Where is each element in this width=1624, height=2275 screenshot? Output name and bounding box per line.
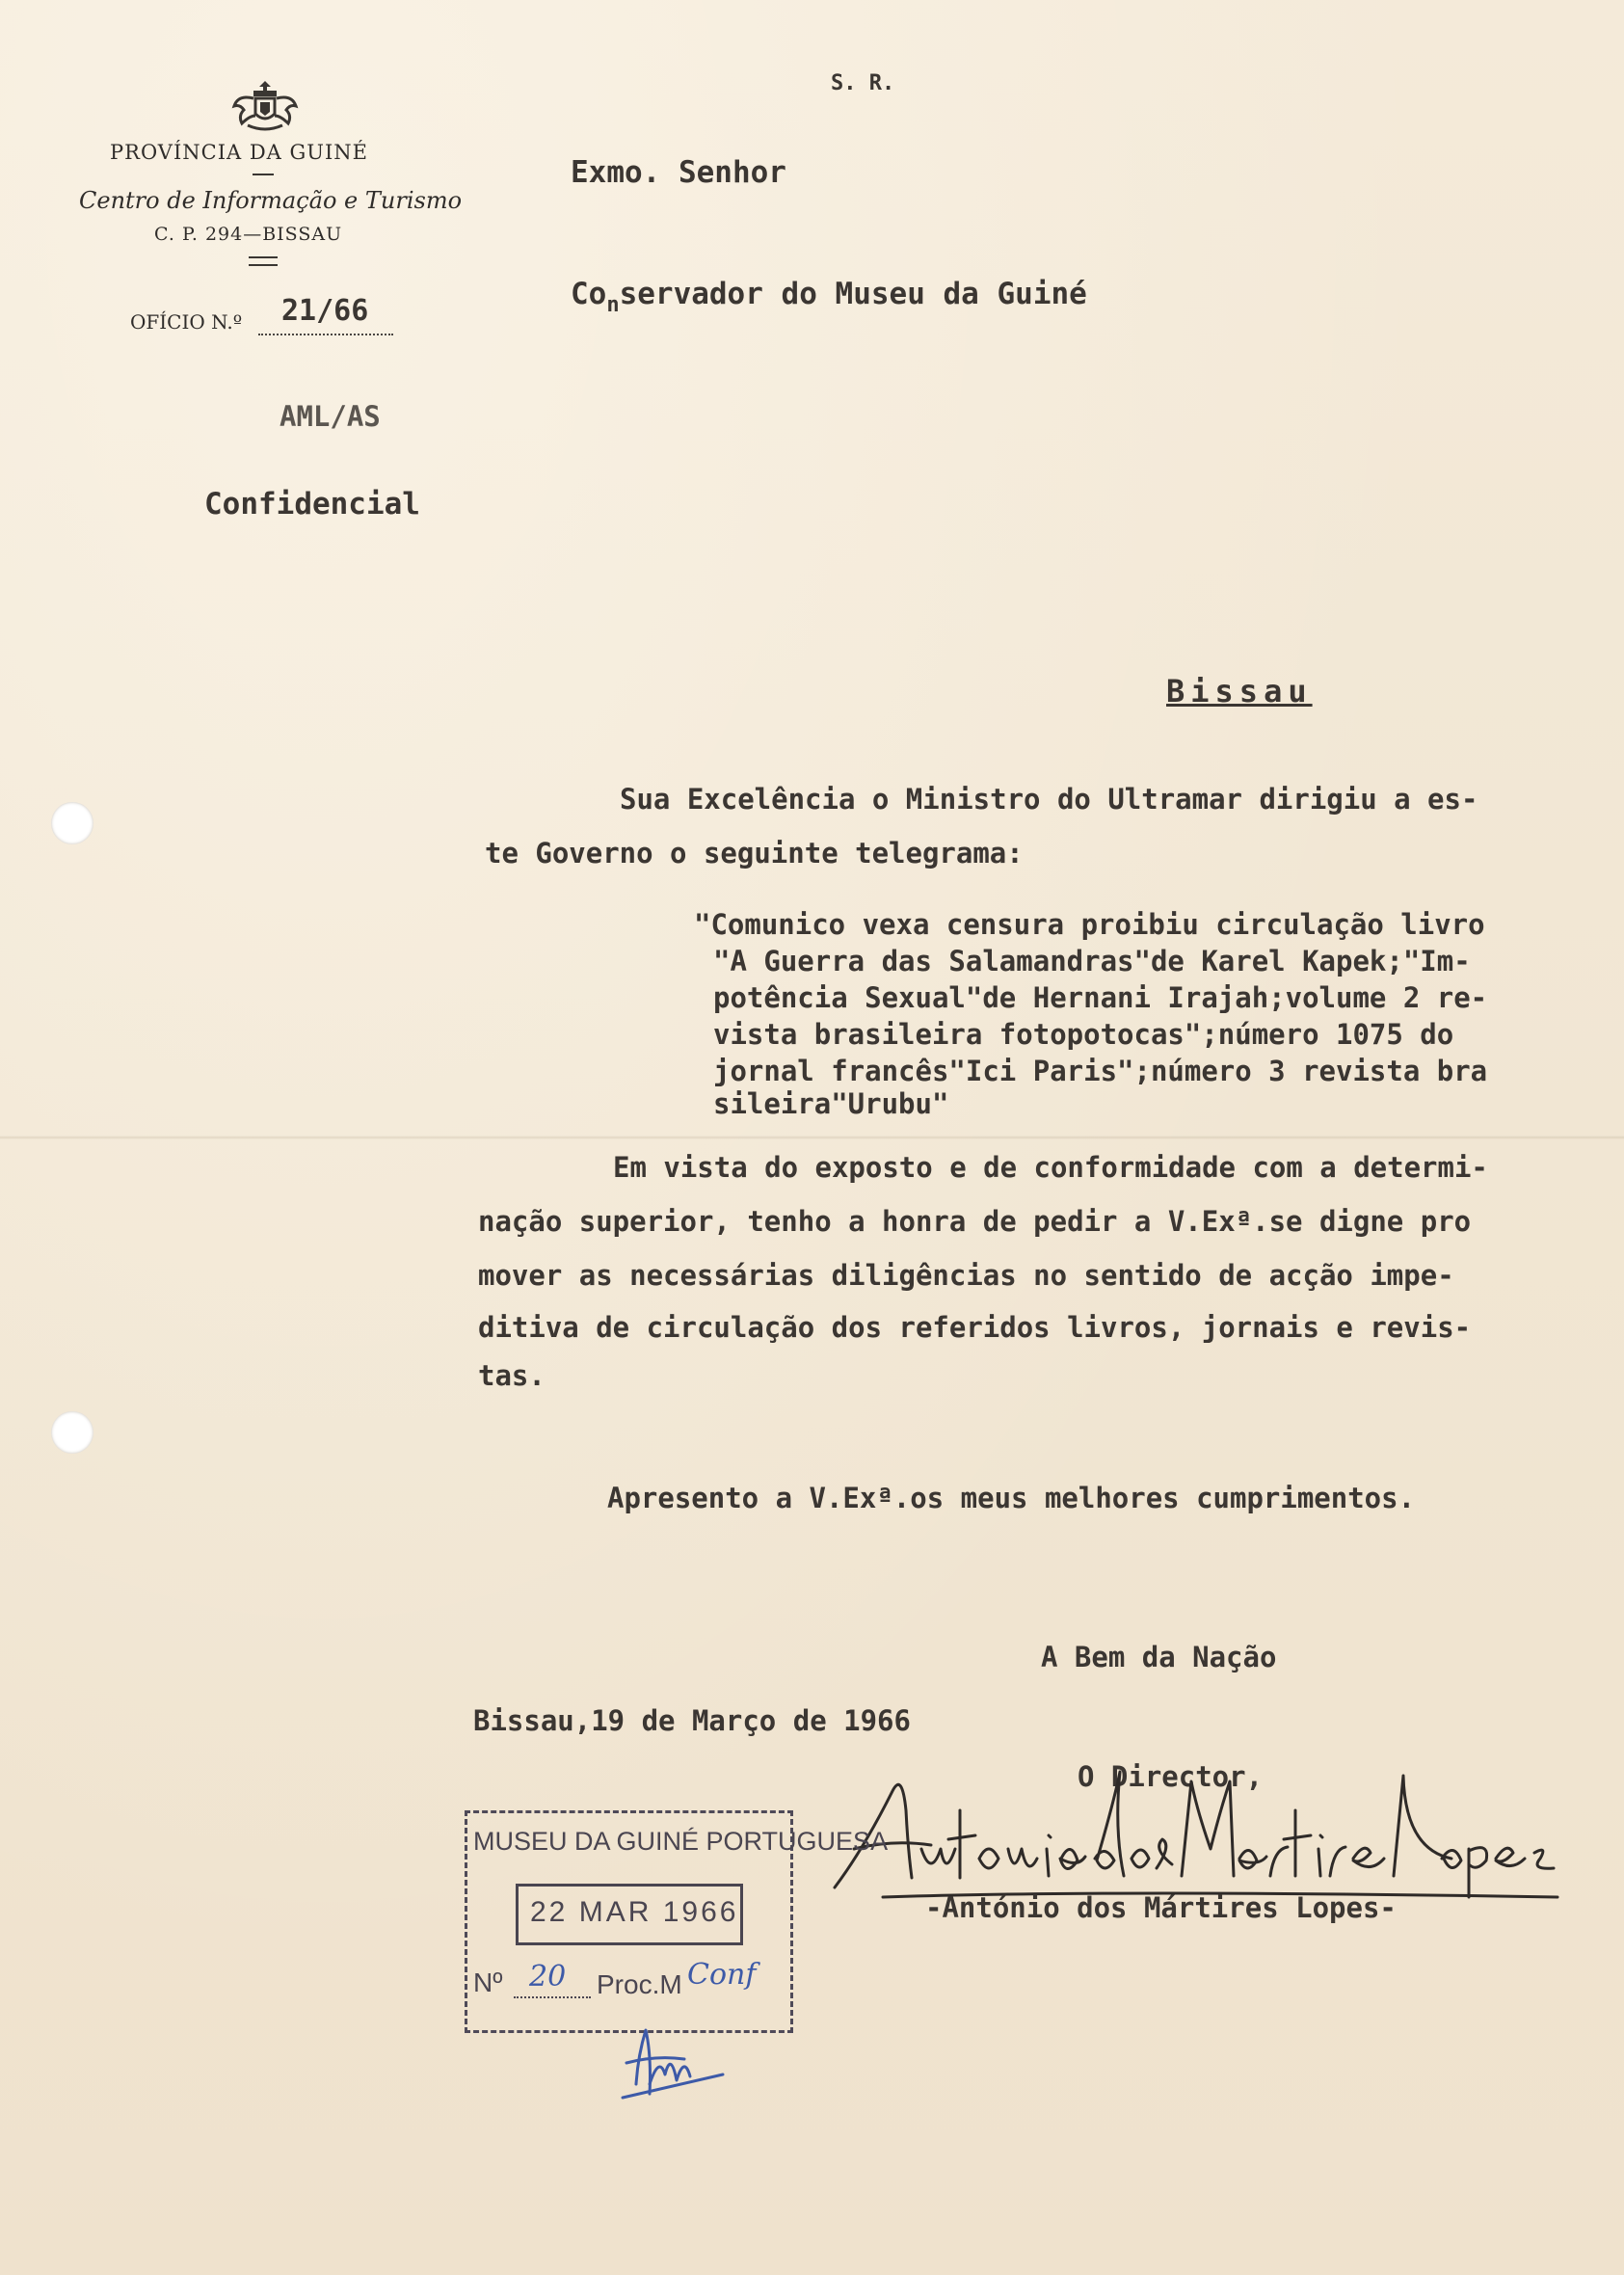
recipient-title-prefix: Co	[571, 277, 607, 311]
punch-hole-top	[51, 802, 93, 844]
letterhead-divider	[249, 264, 278, 266]
handwritten-signature-icon	[825, 1753, 1577, 1907]
reference-code: AML/AS	[280, 400, 381, 433]
stamp-number-value: 20	[529, 1960, 567, 1994]
body-line: mover as necessárias diligências no sentido de acção impe-	[478, 1259, 1454, 1292]
body-line: Sua Excelência o Ministro do Ultramar dirigiu a es-	[620, 783, 1478, 816]
punch-hole-bottom	[51, 1411, 93, 1454]
oficio-label: OFÍCIO N.º	[130, 310, 243, 334]
body-line: te Governo o seguinte telegrama:	[485, 837, 1024, 870]
telegram-line: "A Guerra das Salamandras"de Karel Kapek;"Im-	[713, 945, 1471, 977]
stamp-number-dots	[514, 1996, 591, 1998]
stamp-date-box	[516, 1884, 743, 1945]
recipient-title-rest: servador do Museu da Guiné	[619, 277, 1087, 311]
received-stamp	[465, 1810, 889, 2033]
handwritten-initials-icon	[617, 2017, 732, 2103]
stamp-institution: MUSEU DA GUINÉ PORTUGUESA	[473, 1827, 889, 1856]
recipient-title	[571, 277, 1087, 317]
stamp-number-label: Nº	[473, 1967, 503, 1997]
body-line: Em vista do exposto e de conformidade com a determi-	[613, 1151, 1488, 1184]
closing-line: Apresento a V.Exª.os meus melhores cumprimentos.	[607, 1482, 1416, 1514]
signatory-name: -António dos Mártires Lopes-	[925, 1891, 1397, 1924]
letterhead-centre: Centro de Informação e Turismo	[79, 187, 463, 214]
oficio-number: 21/66	[281, 294, 369, 328]
letterhead-province: PROVÍNCIA DA GUINÉ	[110, 141, 368, 164]
oficio-dotted-line	[258, 334, 393, 335]
stamp-date: 22 MAR 1966	[530, 1896, 739, 1928]
body-line: tas.	[478, 1359, 546, 1392]
letterhead-address: C. P. 294—BISSAU	[154, 224, 343, 245]
paper-fold-line	[0, 1136, 1624, 1139]
letterhead-divider	[253, 174, 274, 175]
body-line: nação superior, tenho a honra de pedir a V.Exª.se digne pro	[478, 1205, 1472, 1238]
recipient-title-sub: n	[606, 293, 620, 317]
valediction: A Bem da Nação	[1041, 1641, 1277, 1673]
classification-label: Confidencial	[204, 487, 420, 522]
telegram-line: potência Sexual"de Hernani Irajah;volume 2 re-	[713, 981, 1488, 1014]
coat-of-arms-icon	[228, 77, 302, 133]
body-line: ditiva de circulação dos referidos livros, jornais e revis-	[478, 1311, 1472, 1344]
place-heading: Bissau	[1166, 673, 1313, 709]
telegram-line: sileira"Urubu"	[713, 1087, 949, 1120]
telegram-line: vista brasileira fotopotocas";número 1075 do	[713, 1018, 1454, 1051]
signatory-role: O Director,	[1078, 1760, 1264, 1793]
sr-mark: S. R.	[831, 71, 895, 95]
stamp-proc-value: Conf	[687, 1958, 757, 1992]
letterhead-divider	[249, 256, 278, 258]
telegram-line: "Comunico vexa censura proibiu circulação livro	[694, 908, 1485, 941]
telegram-line: jornal francês"Ici Paris";número 3 revista bra	[713, 1055, 1488, 1087]
date-line: Bissau,19 de Março de 1966	[473, 1704, 911, 1737]
stamp-proc-label: Proc.M	[597, 1969, 682, 1999]
recipient-salutation: Exmo. Senhor	[571, 155, 786, 190]
